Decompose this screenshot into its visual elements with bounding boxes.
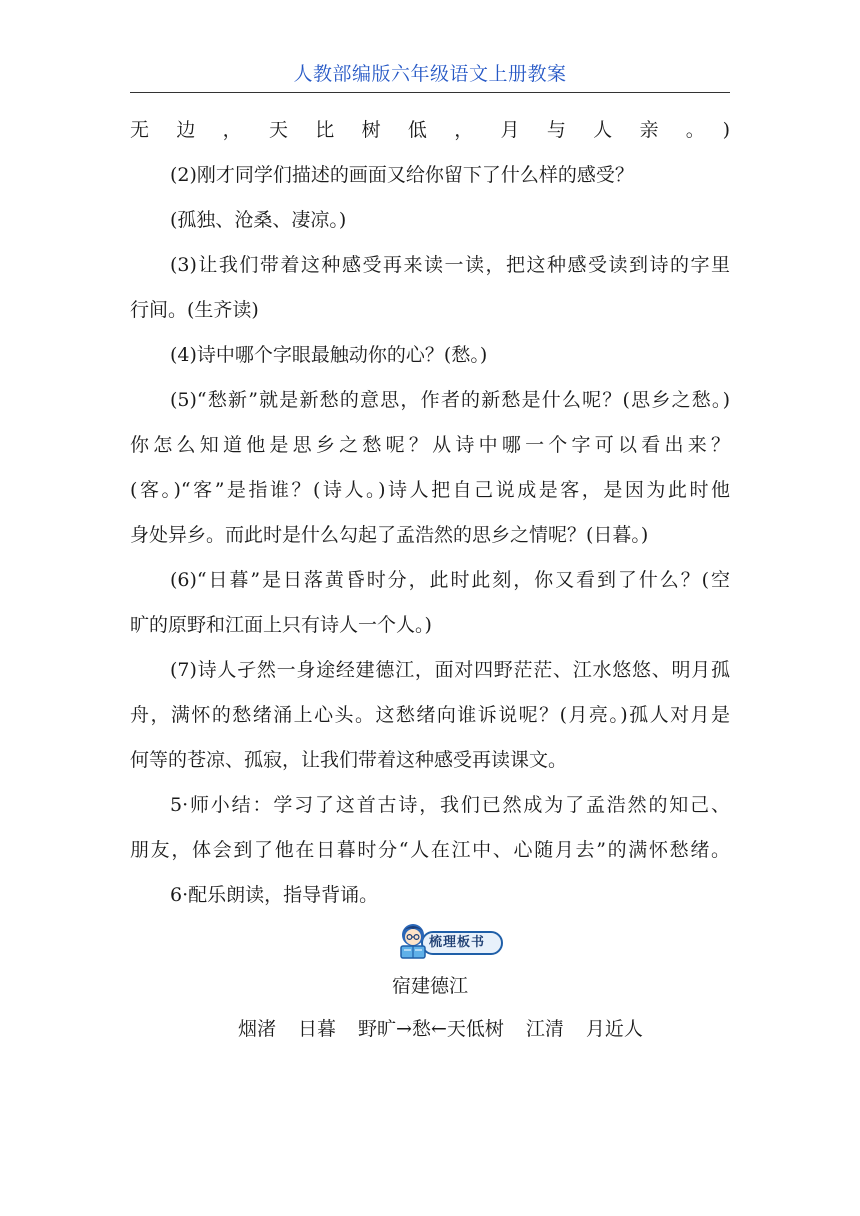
paragraph-line: (3)让我们带着这种感受再来读一读，把这种感受读到诗的字里 [170,254,730,276]
board-terms [238,1015,678,1043]
header-title: 人教部编版六年级语文上册教案 [293,63,567,85]
paragraph-line: 你怎么知道他是思乡之愁呢？从诗中哪一个字可以看出来？ [130,434,730,456]
poem-title: 宿建德江 [391,975,468,997]
board-term: 月近人 [585,1018,643,1040]
paragraph-line: 身处异乡。而此时是什么勾起了孟浩然的思乡之情呢？(日暮。) [130,524,649,546]
board-term: 日暮 [298,1018,337,1040]
paragraph-line: 行间。(生齐读) [130,299,259,321]
paragraph-line: 何等的苍凉、孤寂，让我们带着这种感受再读课文。 [130,749,568,771]
paragraph-line: (2)刚才同学们描述的画面又给你留下了什么样的感受？ [170,164,634,186]
paragraph-line: (7)诗人孑然一身途经建德江，面对四野茫茫、江水悠悠、明月孤 [170,659,730,681]
section-badge [393,920,505,960]
paragraph-line: 旷的原野和江面上只有诗人一个人。) [130,614,432,636]
paragraph-line: (4)诗中哪个字眼最触动你的心？(愁。) [170,344,488,366]
paragraph-line: 无边，天比树低，月与人亲。) [130,119,730,141]
paragraph-line: (6)“日暮”是日落黄昏时分，此时此刻，你又看到了什么？(空 [170,569,730,591]
board-term: 烟渚 [238,1018,277,1040]
lesson-body [130,108,730,918]
paragraph-line: 舟，满怀的愁绪涌上心头。这愁绪向谁诉说呢？(月亮。)孤人对月是 [130,704,730,726]
board-term: 野旷→愁←天低树 [358,1018,504,1040]
paragraph-line: (孤独、沧桑、凄凉。) [170,209,347,231]
paragraph-line: 6·配乐朗读，指导背诵。 [170,884,379,906]
paragraph-line: 5·师小结：学习了这首古诗，我们已然成为了孟浩然的知己、 [170,794,730,816]
board-term: 江清 [525,1018,564,1040]
page-header [130,60,730,93]
paragraph-line: (5)“愁新”就是新愁的意思，作者的新愁是什么呢？(思乡之愁。) [170,389,730,411]
badge-label: 梳理板书 [429,935,486,950]
paragraph-line: (客。)“客”是指谁？(诗人。)诗人把自己说成是客，是因为此时他 [130,479,730,501]
reading-student-icon [393,920,433,960]
paragraph-line: 朋友，体会到了他在日暮时分“人在江中、心随月去”的满怀愁绪。 [130,839,730,861]
